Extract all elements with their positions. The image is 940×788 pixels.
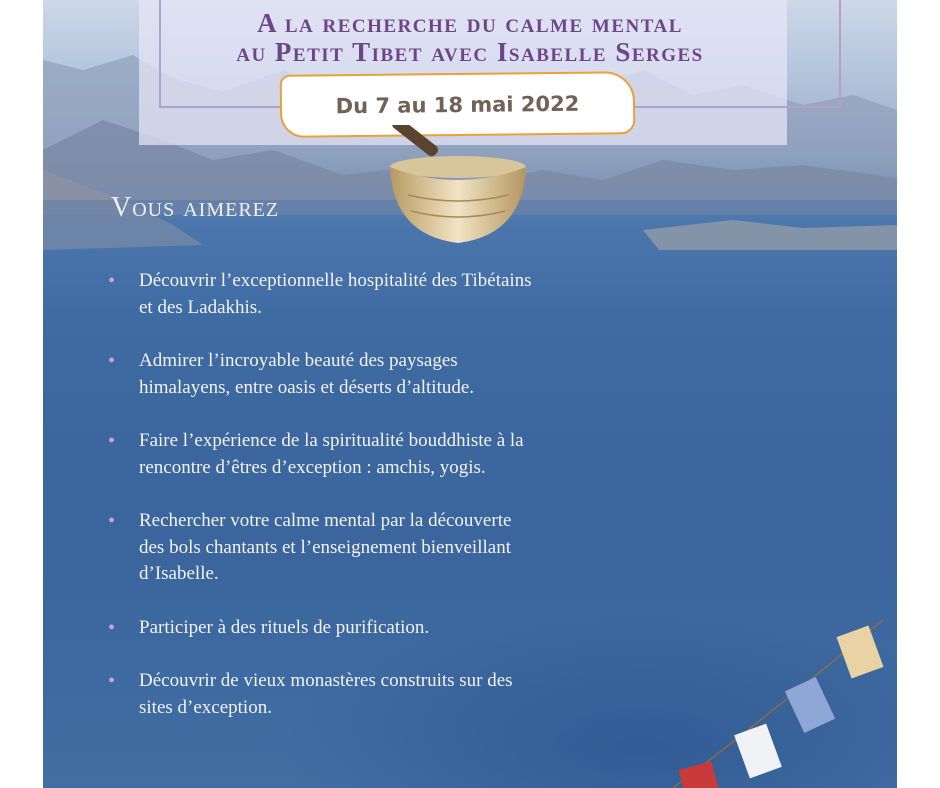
list-item-text: Rechercher votre calme mental par la découverte des bols chantants et l’enseignement bienveillant d’Isabelle. (139, 510, 512, 584)
list-item-text: Admirer l’incroyable beauté des paysages himalayens, entre oasis et déserts d’altitude. (139, 350, 475, 398)
title-line-2: au Petit Tibet avec Isabelle Serges (236, 37, 704, 67)
section-title: Vous aimerez (111, 192, 280, 223)
bullet-icon: • (108, 350, 116, 372)
list-item (108, 268, 533, 321)
date-text: Du 7 au 18 mai 2022 (335, 91, 580, 118)
feature-list (108, 268, 533, 748)
bullet-icon: • (108, 270, 116, 292)
singing-bowl-icon (383, 125, 533, 255)
title-line-1: A la recherche du calme mental (257, 8, 683, 38)
list-item (108, 428, 533, 481)
bullet-icon: • (108, 430, 116, 452)
list-item (108, 508, 533, 588)
bullet-icon: • (108, 510, 116, 532)
bullet-icon: • (108, 670, 116, 692)
list-item-text: Découvrir de vieux monastères construits sur des sites d’exception. (139, 670, 513, 718)
list-item (108, 348, 533, 401)
list-item-text: Découvrir l’exceptionnelle hospitalité des Tibétains et des Ladakhis. (139, 270, 532, 318)
bullet-icon: • (108, 616, 116, 639)
list-item (108, 668, 533, 721)
prayer-flags-icon (653, 600, 897, 788)
list-item-text: Faire l’expérience de la spiritualité bouddhiste à la rencontre d’êtres d’exception : amchis, yogis. (139, 430, 524, 478)
list-item-text: Participer à des rituels de purification. (139, 616, 430, 638)
list-item (108, 615, 533, 642)
poster (43, 0, 897, 788)
